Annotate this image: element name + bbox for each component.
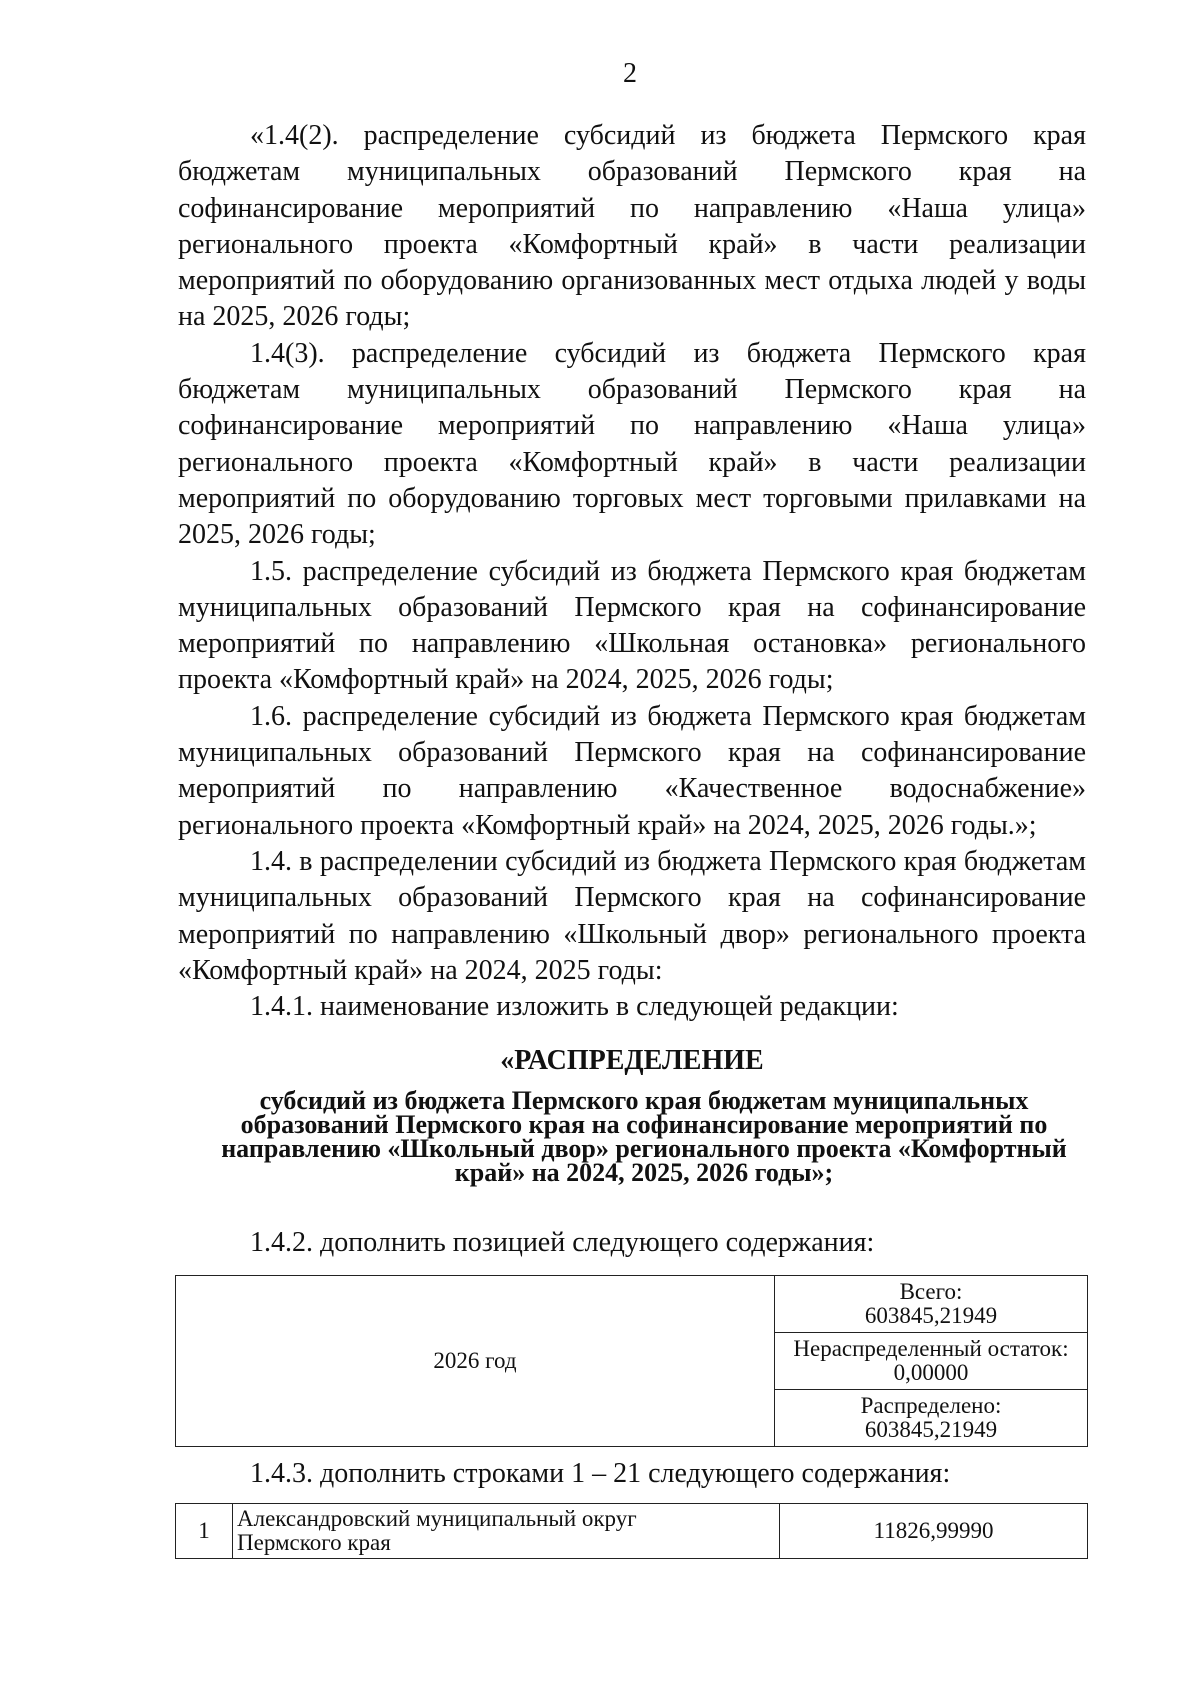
municipality-name: Александровский муниципальный округ Пермского края bbox=[233, 1504, 780, 1559]
year-cell: 2026 год bbox=[176, 1276, 775, 1447]
heading-title: «РАСПРЕДЕЛЕНИЕ bbox=[500, 1045, 764, 1077]
paragraph-1-4-2-add: 1.4.2. дополнить позицией следующего содержания: bbox=[250, 1227, 875, 1259]
paragraph-1-4-3: 1.4(3). распределение субсидий из бюджета Пермского края бюджетам муниципальных образований Пермского края на софинансирование мероприятий по направлению «Наша улица» регионального проекта «Комфортный край» в части реализации мероприятий по оборудованию торговых мест торговыми прилавками на 2025, 2026 годы; bbox=[178, 337, 1086, 551]
paragraph-1-4: 1.4. в распределении субсидий из бюджета Пермского края бюджетам муниципальных образований Пермского края на софинансирование мероприятий по направлению «Школьный двор» регионального проекта «Комфортный край» на 2024, 2025 годы: bbox=[178, 845, 1086, 986]
allocation-table bbox=[175, 1503, 1088, 1559]
distributed-cell: Распределено: 603845,21949 bbox=[775, 1390, 1088, 1447]
paragraph-1-4-3-wrap bbox=[178, 1456, 1086, 1492]
table-row bbox=[176, 1504, 1088, 1559]
row-number: 1 bbox=[176, 1504, 233, 1559]
heading-subtitle: субсидий из бюджета Пермского края бюджетам муниципальных образований Пермского края на софинансирование мероприятий по направлению «Школьный двор» регионального проекта «Комфортный край» на 2024, 2025, 2026 годы»; bbox=[221, 1086, 1067, 1188]
page-number: 2 bbox=[623, 58, 637, 89]
paragraph-1-4-3-add: 1.4.3. дополнить строками 1 – 21 следующего содержания: bbox=[250, 1458, 951, 1489]
paragraph-1-6: 1.6. распределение субсидий из бюджета Пермского края бюджетам муниципальных образований Пермского края на софинансирование мероприятий по направлению «Качественное водоснабжение» регионального проекта «Комфортный край» на 2024, 2025, 2026 годы.»; bbox=[178, 700, 1086, 841]
document-body bbox=[178, 118, 1086, 1262]
paragraph-1-4-2: «1.4(2). распределение субсидий из бюджета Пермского края бюджетам муниципальных образований Пермского края на софинансирование мероприятий по направлению «Наша улица» регионального проекта «Комфортный край» в части реализации мероприятий по оборудованию организованных мест отдыха людей у воды на 2025, 2026 годы; bbox=[178, 120, 1086, 333]
totals-table bbox=[175, 1275, 1088, 1447]
paragraph-1-4-1: 1.4.1. наименование изложить в следующей редакции: bbox=[250, 991, 899, 1023]
amount-cell: 11826,99990 bbox=[780, 1504, 1088, 1559]
total-cell: Всего: 603845,21949 bbox=[775, 1276, 1088, 1333]
paragraph-1-5: 1.5. распределение субсидий из бюджета Пермского края бюджетам муниципальных образований Пермского края на софинансирование мероприятий по направлению «Школьная остановка» регионального проекта «Комфортный край» на 2024, 2025, 2026 годы; bbox=[178, 555, 1086, 696]
remainder-cell: Нераспределенный остаток: 0,00000 bbox=[775, 1333, 1088, 1390]
